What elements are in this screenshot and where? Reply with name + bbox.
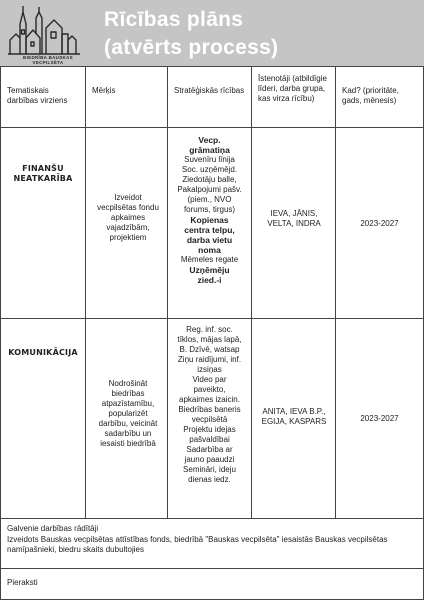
table-row-actions	[168, 135, 251, 285]
action-item: Mēmeles regate	[180, 255, 239, 264]
action-item: Kopienas	[190, 215, 229, 225]
column-header-actions: Stratēģiskās rīcības	[174, 86, 245, 95]
table-row-divider	[0, 318, 424, 319]
page-title-line2: (atvērts process)	[104, 36, 279, 59]
page-title	[104, 6, 420, 62]
action-item: paveikto,	[193, 385, 226, 394]
table-row-theme	[1, 348, 85, 358]
action-item: Pakalpojumi pašv.	[177, 185, 242, 194]
table-border-left	[0, 66, 1, 600]
col-divider-1	[85, 66, 86, 518]
col-divider-4	[335, 66, 336, 518]
table-row-theme	[1, 164, 85, 184]
logo-text: BIEDRĪBA BAUSKAS VECPILSĒTA	[23, 55, 73, 65]
indicators-divider	[0, 568, 424, 569]
action-item: Ziņu raidījumi, inf.	[177, 355, 242, 364]
column-header-theme: Tematiskais darbības virziens	[7, 86, 68, 105]
table-header-divider	[0, 127, 424, 128]
action-item: Ziedotāju balle,	[182, 175, 237, 184]
action-item: Suvenīru līnija	[184, 155, 235, 164]
table-row-when: 2023-2027	[360, 219, 399, 228]
column-header-goal: Mērķis	[92, 86, 116, 95]
theme-line1: KOMUNIKĀCIJA	[8, 348, 78, 357]
table-row-owners: ANITA, IEVA B.P., EGIJA, KASPARS	[261, 407, 327, 426]
theme-line2: NEATKARĪBA	[13, 174, 73, 183]
column-header-owners: Īstenotāji (atbildīgie līderi, darba grupa, kas virza rīcību)	[258, 74, 327, 103]
action-item: zied.-i	[197, 275, 222, 285]
indicators-text: Izveidots Bauskas vecpilsētas attīstības fonds, biedrībā "Bauskas vecpilsēta" iesaistās Bauskas vecpilsētas namīpašnieki, biedru skaits dubultojies	[7, 534, 388, 554]
action-item: dienas iedz.	[188, 475, 231, 484]
action-item: darba vietu	[186, 235, 233, 245]
action-item: Vecp.	[198, 135, 221, 145]
table-row-goal: Izveidot vecpilsētas fondu apkaimes vajadzībām, projektiem	[97, 193, 159, 242]
page-title-line1: Rīcības plāns	[104, 8, 244, 31]
table-border-top	[0, 66, 424, 67]
action-item: (piem., NVO	[187, 195, 232, 204]
action-item: forums, tirgus)	[183, 205, 236, 214]
action-item: Video par	[192, 375, 227, 384]
action-item: Biedrības baneris	[178, 405, 241, 414]
action-item: Semināri, ideju	[183, 465, 236, 474]
column-header-when: Kad? (prioritāte, gads, mēnesis)	[342, 86, 399, 105]
col-divider-3	[251, 66, 252, 518]
table-row-actions	[168, 325, 251, 485]
notes-label: Pieraksti	[7, 578, 38, 587]
action-item: jauno paaudzi	[184, 455, 235, 464]
action-item: centra telpu,	[184, 225, 235, 235]
action-item: Uzņēmēju	[189, 265, 230, 275]
action-item: vecpilsētā	[191, 415, 228, 424]
old-town-logo-icon	[6, 4, 86, 62]
action-item: Sadarbība ar	[186, 445, 233, 454]
action-item: Reg. inf. soc.	[186, 325, 233, 334]
action-item: grāmatiņa	[189, 145, 230, 155]
action-item: noma	[198, 245, 221, 255]
table-row-when: 2023-2027	[360, 414, 399, 423]
theme-line1: FINANŠU	[22, 164, 64, 173]
table-row-owners: IEVA, JĀNIS, VELTA, INDRA	[267, 209, 321, 228]
page-header	[0, 0, 424, 66]
table-border-bottom	[0, 518, 424, 519]
action-item: Soc. uzņēmējd.	[181, 165, 238, 174]
action-item: pašvaldībai	[189, 435, 230, 444]
action-item: Projektu idejas	[183, 425, 236, 434]
action-item: tīklos, mājas lapā,	[177, 335, 242, 344]
action-item: apkaimes izaicin.	[179, 395, 240, 404]
action-item: izsiņas	[197, 365, 222, 374]
indicators-label: Galvenie darbības rādītāji	[7, 524, 99, 533]
action-item: B. Dzīvē, watsap	[179, 345, 240, 354]
notes-section	[1, 578, 423, 589]
table-row-goal: Nodrošināt biedrības atpazīstamību, popularizēt darbību, veicināt sadarbību un iesaisti biedrībā	[98, 379, 158, 448]
indicators-section	[1, 524, 423, 556]
